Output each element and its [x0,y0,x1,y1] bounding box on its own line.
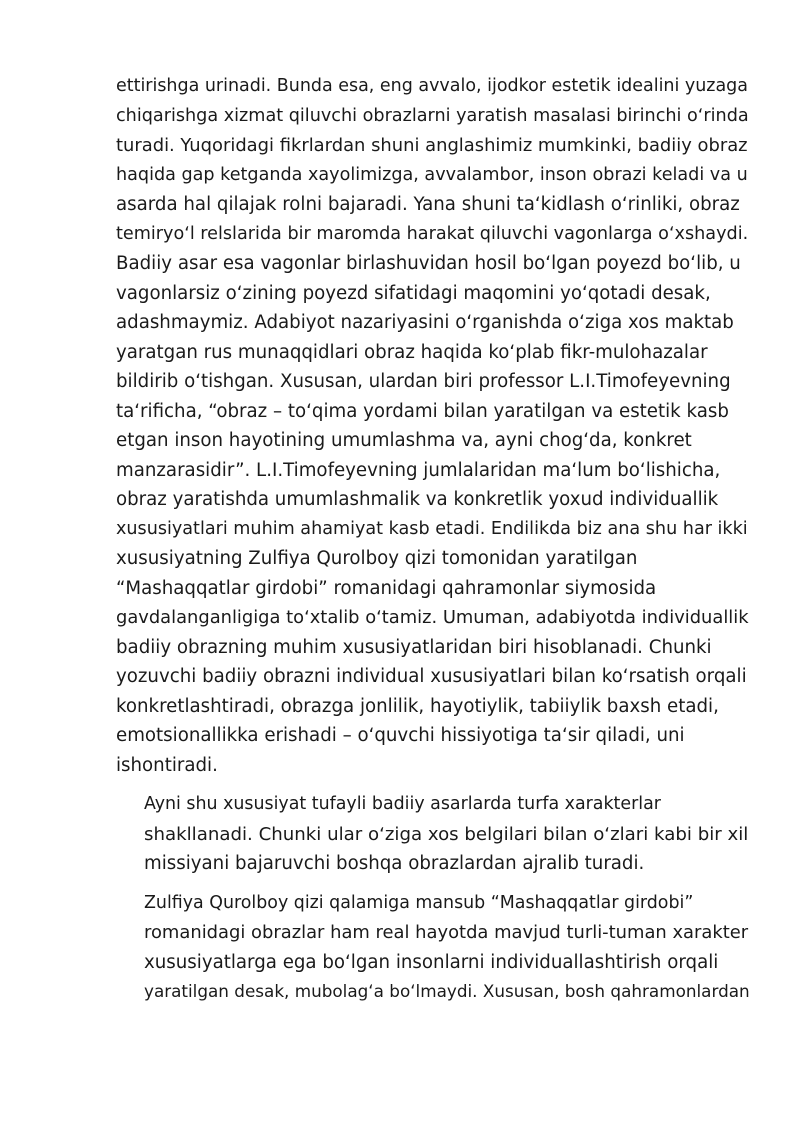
text-line: xususiyatlari muhim ahamiyat kasb etadi. Endilikda biz ana shu har ikki [116,518,748,539]
text-line: yaratgan rus munaqqidlari obraz haqida koʻplab fikr-mulohazalar [116,341,708,363]
text-line: taʻrificha, “obraz – toʻqima yordami bilan yaratilgan va estetik kasb [116,400,729,422]
text-line: missiyani bajaruvchi boshqa obrazlardan ajralib turadi. [144,853,645,874]
text-line: Ayni shu xususiyat tufayli badiiy asarlarda turfa xarakterlar [144,794,661,814]
text-line: romanidagi obrazlar ham real hayotda mavjud turli-tuman xarakter [144,922,749,943]
text-line: emotsionallikka erishadi – oʻquvchi hissiyotiga taʻsir qiladi, uni [116,725,685,746]
text-line: gavdalanganligiga toʻxtalib oʻtamiz. Umuman, adabiyotda individuallik [116,607,749,628]
text-line: temiryoʻl relslarida bir maromda harakat qiluvchi vagonlarga oʻxshaydi. [116,223,749,244]
text-line: vagonlarsiz oʻzining poyezd sifatidagi maqomini yoʻqotadi desak, [116,282,711,304]
text-line: shakllanadi. Chunki ular oʻziga xos belgilari bilan oʻzlari kabi bir xil [144,823,749,845]
body-paragraph [116,889,748,1007]
body-paragraph [116,790,748,879]
text-line: etgan inson hayotining umumlashma va, ayni chogʻda, konkret [116,430,692,451]
text-line: manzarasidir”. L.I.Timofeyevning jumlalaridan maʻlum boʻlishicha, [116,459,721,481]
text-line: obraz yaratishda umumlashmalik va konkretlik yoxud individuallik [116,489,719,510]
text-line: ettirishga urinadi. Bunda esa, eng avvalo, ijodkor estetik idealini yuzaga [116,76,748,96]
text-line: haqida gap ketganda xayolimizga, avvalambor, inson obrazi keladi va u [116,164,748,185]
text-line: adashmaymiz. Adabiyot nazariyasini oʻrganishda oʻziga xos maktab [116,312,734,333]
text-line: yaratilgan desak, mubolagʻa boʻlmaydi. Xususan, bosh qahramonlardan [144,981,750,1001]
text-line: turadi. Yuqoridagi fikrlardan shuni anglashimiz mumkinki, badiiy obraz [116,135,748,156]
text-line: konkretlashtiradi, obrazga jonlilik, hayotiylik, tabiiylik baxsh etadi, [116,695,719,717]
body-paragraph [116,72,748,780]
text-line: “Mashaqqatlar girdobi” romanidagi qahramonlar siymosida [116,577,657,599]
text-line: xususiyatning Zulfiya Qurolboy qizi tomonidan yaratilgan [116,548,638,569]
text-line: bildirib oʻtishgan. Xususan, ulardan biri professor L.I.Timofeyevning [116,371,731,392]
text-line: Zulfiya Qurolboy qizi qalamiga mansub “Mashaqqatlar girdobi” [144,892,694,913]
text-line: yozuvchi badiiy obrazni individual xususiyatlari bilan koʻrsatish orqali [116,666,747,687]
text-line: badiiy obrazning muhim xususiyatlaridan biri hisoblanadi. Chunki [116,636,712,658]
text-line: ishontiradi. [116,754,218,776]
text-line: asarda hal qilajak rolni bajaradi. Yana shuni taʻkidlash oʻrinliki, obraz [116,194,740,215]
document-page [116,72,748,1017]
text-line: xususiyatlarga ega boʻlgan insonlarni individuallashtirish orqali [144,951,719,973]
text-line: chiqarishga xizmat qiluvchi obrazlarni yaratish masalasi birinchi oʻrinda [116,105,749,126]
text-line: Badiiy asar esa vagonlar birlashuvidan hosil boʻlgan poyezd boʻlib, u [116,253,741,274]
